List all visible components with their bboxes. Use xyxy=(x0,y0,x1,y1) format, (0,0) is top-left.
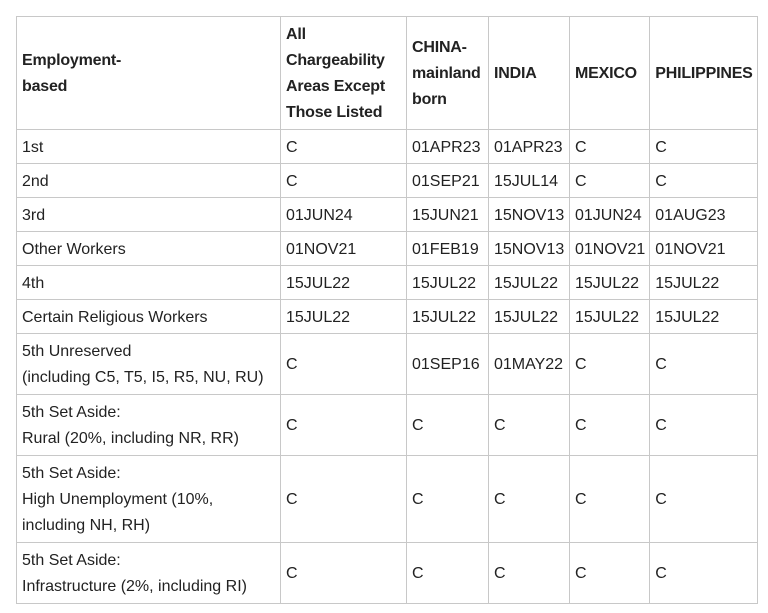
china-date-cell: 15JUL22 xyxy=(407,300,489,334)
philippines-date-cell: C xyxy=(650,543,757,604)
header-all-chargeability: All Chargeability Areas Except Those Listed xyxy=(281,17,407,130)
philippines-date-cell: C xyxy=(650,164,757,198)
table-row xyxy=(17,543,758,604)
india-date-cell: 15NOV13 xyxy=(489,232,570,266)
mexico-date-cell: C xyxy=(570,334,650,395)
india-date-cell: 15JUL22 xyxy=(489,300,570,334)
category-label-line: including NH, RH) xyxy=(22,517,151,534)
table-row xyxy=(17,232,758,266)
header-mexico: MEXICO xyxy=(570,17,650,130)
all-date-cell: C xyxy=(281,456,407,543)
philippines-date-cell: 15JUL22 xyxy=(650,300,757,334)
all-date-cell: C xyxy=(281,164,407,198)
india-date-cell: C xyxy=(489,543,570,604)
category-cell xyxy=(17,334,281,395)
all-date-cell: C xyxy=(281,130,407,164)
category-cell xyxy=(17,164,281,198)
china-date-cell: 01SEP21 xyxy=(407,164,489,198)
category-label-line: Infrastructure (2%, including RI) xyxy=(22,578,247,595)
all-date-cell: 15JUL22 xyxy=(281,300,407,334)
table-header-row xyxy=(17,17,758,130)
table-row xyxy=(17,456,758,543)
header-china-mainland-born: CHINA- mainland born xyxy=(407,17,489,130)
mexico-date-cell: C xyxy=(570,130,650,164)
category-label-line: Certain Religious Workers xyxy=(22,308,208,326)
mexico-date-cell: 01JUN24 xyxy=(570,198,650,232)
table-row xyxy=(17,198,758,232)
category-cell xyxy=(17,456,281,543)
final-action-dates-table xyxy=(16,16,758,604)
india-date-cell: C xyxy=(489,456,570,543)
india-date-cell: 15JUL14 xyxy=(489,164,570,198)
china-date-cell: C xyxy=(407,395,489,456)
table-row xyxy=(17,266,758,300)
mexico-date-cell: C xyxy=(570,543,650,604)
mexico-date-cell: C xyxy=(570,164,650,198)
category-label-line: 5th Set Aside: xyxy=(22,552,121,569)
category-label-line: 1st xyxy=(22,138,44,156)
all-date-cell: C xyxy=(281,395,407,456)
india-date-cell: C xyxy=(489,395,570,456)
table-row xyxy=(17,334,758,395)
philippines-date-cell: C xyxy=(650,395,757,456)
china-date-cell: C xyxy=(407,456,489,543)
category-cell xyxy=(17,266,281,300)
header-philippines: PHILIPPINES xyxy=(650,17,757,130)
mexico-date-cell: C xyxy=(570,456,650,543)
philippines-date-cell: C xyxy=(650,334,757,395)
all-date-cell: C xyxy=(281,334,407,395)
china-date-cell: 15JUN21 xyxy=(407,198,489,232)
category-label-line: 5th Unreserved xyxy=(22,343,132,360)
category-cell xyxy=(17,300,281,334)
philippines-date-cell: C xyxy=(650,456,757,543)
all-date-cell: 01NOV21 xyxy=(281,232,407,266)
mexico-date-cell: 01NOV21 xyxy=(570,232,650,266)
category-label-line: 5th Set Aside: xyxy=(22,465,121,482)
table-row xyxy=(17,395,758,456)
category-label-line: Rural (20%, including NR, RR) xyxy=(22,430,239,447)
mexico-date-cell: 15JUL22 xyxy=(570,266,650,300)
all-date-cell: 15JUL22 xyxy=(281,266,407,300)
category-label-line: 3rd xyxy=(22,206,46,224)
category-label-line: High Unemployment (10%, xyxy=(22,491,214,508)
all-date-cell: 01JUN24 xyxy=(281,198,407,232)
category-cell xyxy=(17,232,281,266)
philippines-date-cell: C xyxy=(650,130,757,164)
mexico-date-cell: 15JUL22 xyxy=(570,300,650,334)
header-india: INDIA xyxy=(489,17,570,130)
category-label-line: 2nd xyxy=(22,172,49,190)
category-label-line: 4th xyxy=(22,274,45,292)
philippines-date-cell: 15JUL22 xyxy=(650,266,757,300)
china-date-cell: C xyxy=(407,543,489,604)
china-date-cell: 01FEB19 xyxy=(407,232,489,266)
india-date-cell: 01MAY22 xyxy=(489,334,570,395)
india-date-cell: 15JUL22 xyxy=(489,266,570,300)
category-label-line: Other Workers xyxy=(22,240,126,258)
header-employment-based: Employment- based xyxy=(17,17,281,130)
category-label-line: 5th Set Aside: xyxy=(22,404,121,421)
india-date-cell: 15NOV13 xyxy=(489,198,570,232)
category-cell xyxy=(17,130,281,164)
philippines-date-cell: 01AUG23 xyxy=(650,198,757,232)
category-cell xyxy=(17,395,281,456)
category-cell xyxy=(17,198,281,232)
philippines-date-cell: 01NOV21 xyxy=(650,232,757,266)
table-row xyxy=(17,130,758,164)
category-cell xyxy=(17,543,281,604)
india-date-cell: 01APR23 xyxy=(489,130,570,164)
china-date-cell: 15JUL22 xyxy=(407,266,489,300)
table-row xyxy=(17,164,758,198)
category-label-line: (including C5, T5, I5, R5, NU, RU) xyxy=(22,369,264,386)
china-date-cell: 01SEP16 xyxy=(407,334,489,395)
table-row xyxy=(17,300,758,334)
all-date-cell: C xyxy=(281,543,407,604)
china-date-cell: 01APR23 xyxy=(407,130,489,164)
mexico-date-cell: C xyxy=(570,395,650,456)
